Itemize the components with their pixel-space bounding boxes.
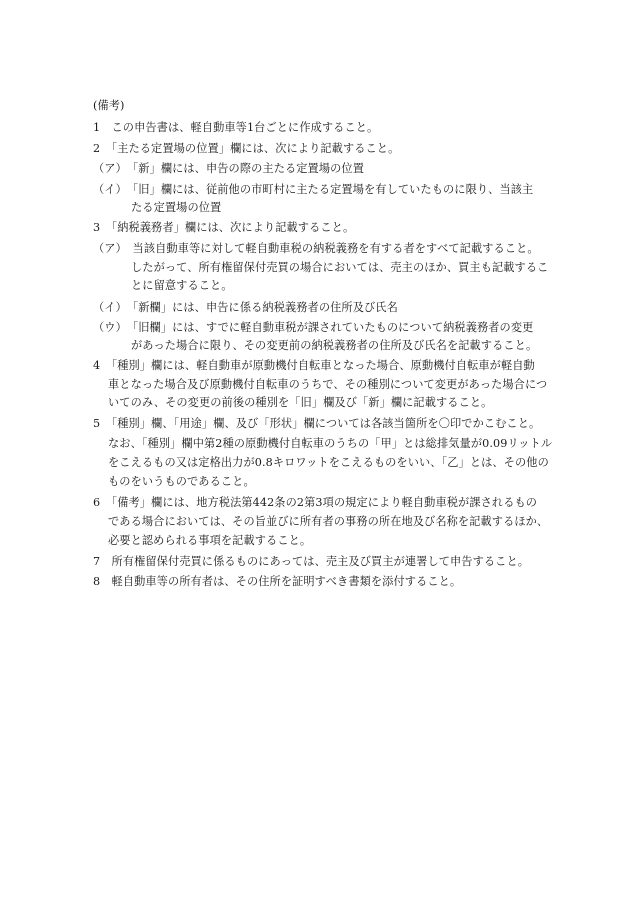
note-3-u: （ウ） 「旧欄」には、すでに軽自動車税が課されていたものについて納税義務者の変更 — [93, 321, 534, 334]
note-3-a-cont-1: したがって、所有権留保付売買の場合においては、売主のほか、買主も記載するこ — [131, 261, 549, 274]
note-1: 1 この申告書は、軽自動車等1台ごとに作成すること。 — [93, 121, 379, 134]
note-8: 8 軽自動車等の所有者は、その住所を証明すべき書類を添付すること。 — [93, 575, 462, 588]
note-3: 3 「納税義務者」欄には、次により記載すること。 — [93, 221, 355, 234]
note-2: 2 「主たる定置場の位置」欄には、次により記載すること。 — [93, 142, 400, 155]
note-2-i: （イ） 「旧」欄には、従前他の市町村に主たる定置場を有していたものに限り、当該主 — [93, 183, 534, 196]
note-6-cont-2: 必要と認められる事項を記載すること。 — [108, 534, 312, 547]
note-3-u-cont: があった場合に限り、その変更前の納税義務者の住所及び氏名を記載すること。 — [131, 339, 538, 352]
note-3-a: （ア） 当該自動車等に対して軽自動車税の納税義務を有する者をすべて記載すること。 — [93, 242, 539, 255]
note-7: 7 所有権留保付売買に係るものにあっては、売主及び買主が連署して申告すること。 — [93, 555, 530, 568]
note-4: 4 「種別」欄には、軽自動車が原動機付自転車となった場合、原動機付自転車が軽自動 — [93, 359, 535, 372]
note-3-a-cont-2: とに留意すること。 — [131, 279, 233, 292]
note-5: 5 「種別」欄、「用途」欄、及び「形状」欄については各該当箇所を〇印でかこむこと。 — [93, 417, 541, 430]
note-5-cont-2: をこえるもの又は定格出力が0.8キロワットをこえるものをいい、「乙」とは、その他の — [108, 456, 549, 469]
note-5-cont-3: ものをいうものであること。 — [108, 475, 255, 488]
note-2-a: （ア） 「新」欄には、申告の際の主たる定置場の位置 — [93, 162, 364, 175]
note-3-i: （イ） 「新欄」には、申告に係る納税義務者の住所及び氏名 — [93, 301, 398, 314]
note-6: 6 「備考」欄には、地方税法第442条の2第3項の規定により軽自動車税が課されるもの — [93, 496, 538, 509]
note-6-cont-1: である場合においては、その旨並びに所有者の事務の所在地及び名称を記載するほか、 — [108, 515, 549, 528]
notes-heading: (備考) — [93, 99, 125, 112]
note-4-cont-1: 車となった場合及び原動機付自転車のうちで、その種別について変更があった場合につ — [108, 378, 548, 391]
note-5-cont-1: なお、「種別」欄中第2種の原動機付自転車のうちの「甲」とは総排気量が0.09リットル — [108, 437, 553, 450]
note-2-i-cont: たる定置場の位置 — [131, 201, 222, 214]
note-4-cont-2: いてのみ、その変更の前後の種別を「旧」欄及び「新」欄に記載すること。 — [108, 396, 493, 409]
